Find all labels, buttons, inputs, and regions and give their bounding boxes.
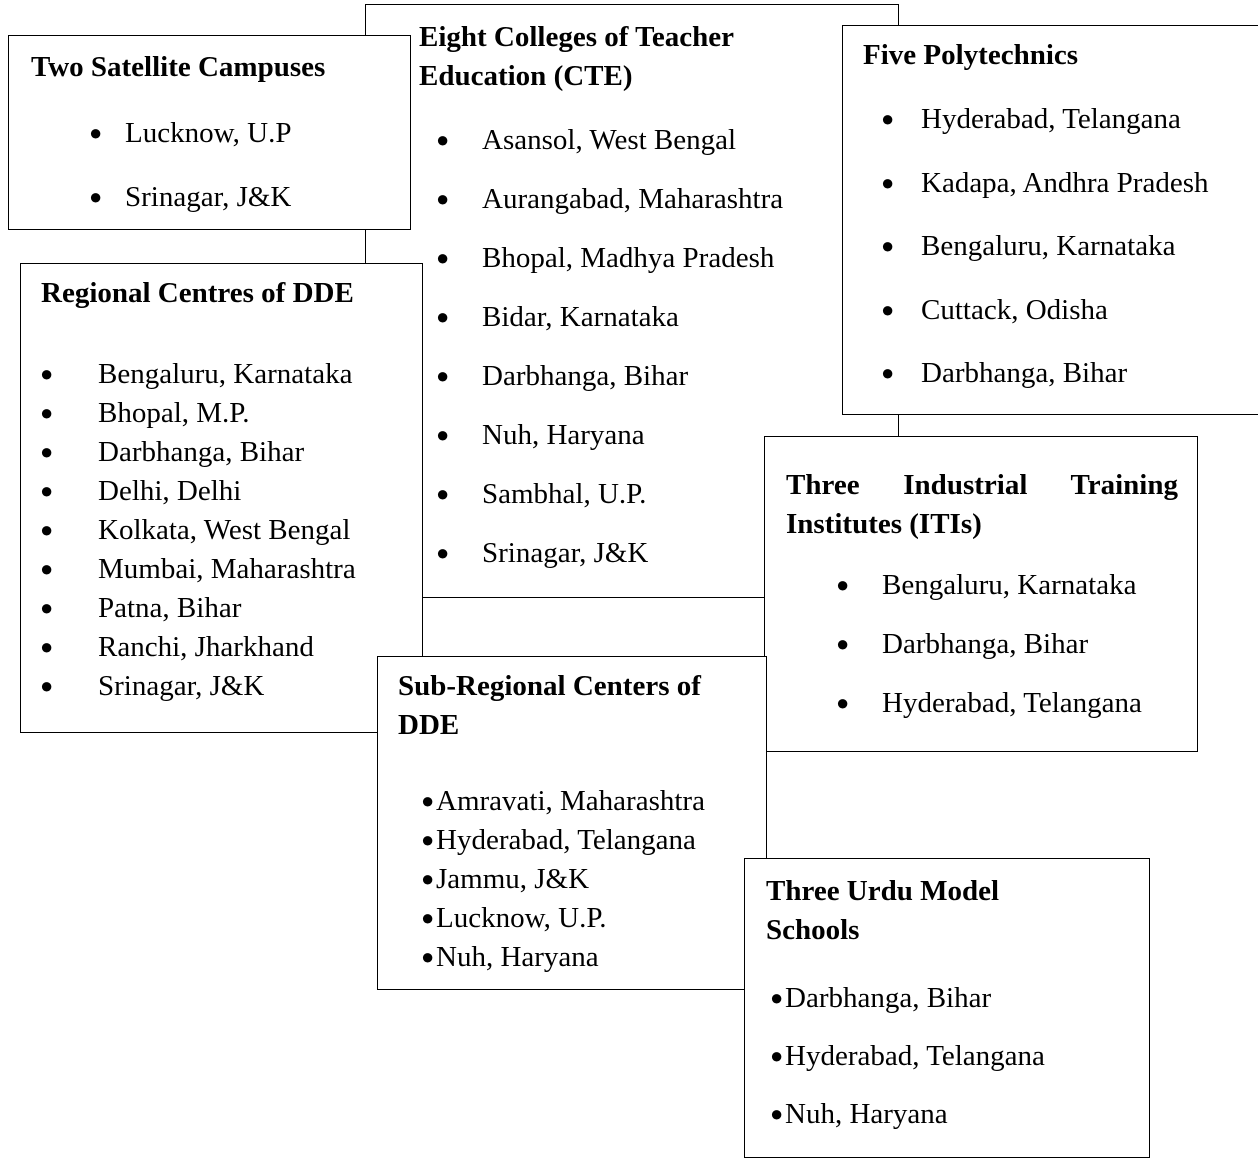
location-label: Ranchi, Jharkhand [98, 631, 314, 663]
location-label: Hyderabad, Telangana [921, 103, 1181, 135]
urdu-model-schools-title: Three Urdu Model Schools [766, 875, 1000, 946]
bullet-icon: ● [89, 184, 103, 209]
bullet-icon: ● [40, 673, 54, 698]
cte-list [436, 121, 784, 593]
bullet-icon: ● [421, 827, 435, 852]
bullet-icon: ● [881, 296, 895, 322]
location-label: Darbhanga, Bihar [785, 982, 992, 1014]
list-item [881, 228, 1209, 292]
sub-regional-centers-list [421, 783, 705, 978]
bullet-icon: ● [836, 690, 850, 715]
list-item [836, 567, 1142, 626]
urdu-model-schools-box [744, 858, 1150, 1158]
list-item [40, 395, 356, 434]
location-label: Lucknow, U.P. [436, 902, 607, 934]
list-item [881, 292, 1209, 356]
bullet-icon: ● [436, 127, 450, 152]
list-item [421, 783, 705, 822]
bullet-icon: ● [881, 106, 895, 131]
location-label: Jammu, J&K [436, 863, 590, 895]
bullet-icon: ● [40, 634, 54, 659]
list-item [40, 434, 356, 473]
sub-regional-centers-title: Sub-Regional Centers of DDE [398, 670, 701, 741]
location-label: Mumbai, Maharashtra [98, 553, 356, 585]
bullet-icon: ● [770, 1043, 784, 1068]
polytechnics-box [842, 25, 1258, 415]
list-item [40, 551, 356, 590]
bullet-icon: ● [40, 595, 54, 620]
bullet-icon: ● [40, 556, 54, 581]
bullet-icon: ● [40, 478, 54, 503]
location-label: Darbhanga, Bihar [482, 360, 689, 392]
cte-title: Eight Colleges of Teacher Education (CTE) [419, 21, 734, 92]
bullet-icon: ● [89, 120, 103, 145]
list-item [436, 239, 783, 298]
regional-centres-title: Regional Centres of DDE [41, 277, 354, 309]
bullet-icon: ● [836, 572, 850, 597]
urdu-model-schools-list [770, 980, 1045, 1154]
bullet-icon: ● [421, 788, 435, 813]
bullet-icon: ● [881, 360, 895, 385]
bullet-icon: ● [40, 400, 54, 425]
location-label: Nuh, Haryana [785, 1098, 948, 1130]
regional-centres-list [40, 356, 356, 707]
location-label: Bengaluru, Karnataka [921, 230, 1176, 262]
bullet-icon: ● [40, 361, 54, 386]
list-item [436, 416, 783, 475]
iti-title: Three Industrial Training Institutes (ITIs) [786, 469, 1178, 540]
list-item [40, 356, 356, 395]
sub-regional-centers-box [377, 656, 767, 990]
satellite-campuses-title: Two Satellite Campuses [31, 51, 326, 83]
list-item [421, 861, 705, 900]
satellite-campuses-list [89, 116, 292, 244]
location-label: Kadapa, Andhra Pradesh [921, 166, 1209, 199]
list-item [881, 355, 1209, 419]
location-label: Aurangabad, Maharashtra [482, 183, 784, 215]
location-label: Cuttack, Odisha [921, 293, 1108, 326]
location-label: Hyderabad, Telangana [785, 1040, 1045, 1072]
list-item [770, 1038, 1045, 1096]
bullet-icon: ● [436, 363, 450, 388]
bullet-icon: ● [436, 245, 450, 270]
location-label: Patna, Bihar [98, 592, 242, 624]
list-item [40, 668, 356, 707]
satellite-campuses-box [8, 35, 411, 230]
location-label: Darbhanga, Bihar [921, 357, 1128, 389]
list-item [436, 475, 783, 534]
location-label: Nuh, Haryana [436, 941, 599, 973]
bullet-icon: ● [770, 1101, 784, 1126]
location-label: Srinagar, J&K [482, 537, 649, 569]
bullet-icon: ● [436, 540, 450, 565]
location-label: Srinagar, J&K [98, 670, 265, 702]
location-label: Lucknow, U.P [125, 117, 292, 149]
list-item [436, 534, 783, 593]
bullet-icon: ● [436, 422, 450, 447]
bullet-icon: ● [881, 233, 895, 258]
list-item [436, 298, 783, 357]
location-label: Hyderabad, Telangana [882, 687, 1142, 719]
polytechnics-title: Five Polytechnics [863, 39, 1079, 71]
bullet-icon: ● [436, 186, 450, 211]
list-item [40, 512, 356, 551]
location-label: Asansol, West Bengal [482, 124, 737, 156]
bullet-icon: ● [881, 169, 895, 195]
bullet-icon: ● [836, 631, 850, 656]
list-item [836, 626, 1142, 685]
list-item [836, 685, 1142, 744]
bullet-icon: ● [40, 517, 54, 542]
list-item [421, 822, 705, 861]
location-label: Srinagar, J&K [125, 181, 292, 213]
location-label: Bengaluru, Karnataka [882, 569, 1137, 601]
list-item [40, 473, 356, 512]
list-item [770, 1096, 1045, 1154]
list-item [881, 101, 1209, 165]
list-item [436, 121, 783, 180]
bullet-icon: ● [421, 944, 435, 969]
list-item [770, 980, 1045, 1038]
location-label: Sambhal, U.P. [482, 478, 647, 510]
location-label: Delhi, Delhi [98, 475, 242, 507]
location-label: Bidar, Karnataka [482, 301, 679, 333]
list-item [881, 165, 1209, 229]
bullet-icon: ● [421, 905, 435, 930]
list-item [89, 180, 292, 244]
location-label: Bengaluru, Karnataka [98, 358, 353, 390]
iti-box [764, 436, 1198, 752]
location-label: Darbhanga, Bihar [882, 628, 1089, 660]
location-label: Amravati, Maharashtra [436, 785, 705, 817]
location-label: Bhopal, Madhya Pradesh [482, 242, 775, 274]
bullet-icon: ● [436, 304, 450, 329]
list-item [421, 939, 705, 978]
location-label: Kolkata, West Bengal [98, 514, 351, 546]
list-item [40, 629, 356, 668]
list-item [421, 900, 705, 939]
iti-list [836, 567, 1142, 744]
bullet-icon: ● [770, 985, 784, 1010]
bullet-icon: ● [436, 481, 450, 506]
bullet-icon: ● [421, 866, 435, 891]
list-item [40, 590, 356, 629]
polytechnics-list [881, 101, 1209, 419]
regional-centres-box [20, 263, 423, 733]
bullet-icon: ● [40, 439, 54, 464]
location-label: Darbhanga, Bihar [98, 436, 305, 468]
location-label: Nuh, Haryana [482, 419, 645, 451]
location-label: Hyderabad, Telangana [436, 824, 696, 856]
list-item [89, 116, 292, 180]
list-item [436, 357, 783, 416]
location-label: Bhopal, M.P. [98, 397, 250, 429]
list-item [436, 180, 784, 239]
